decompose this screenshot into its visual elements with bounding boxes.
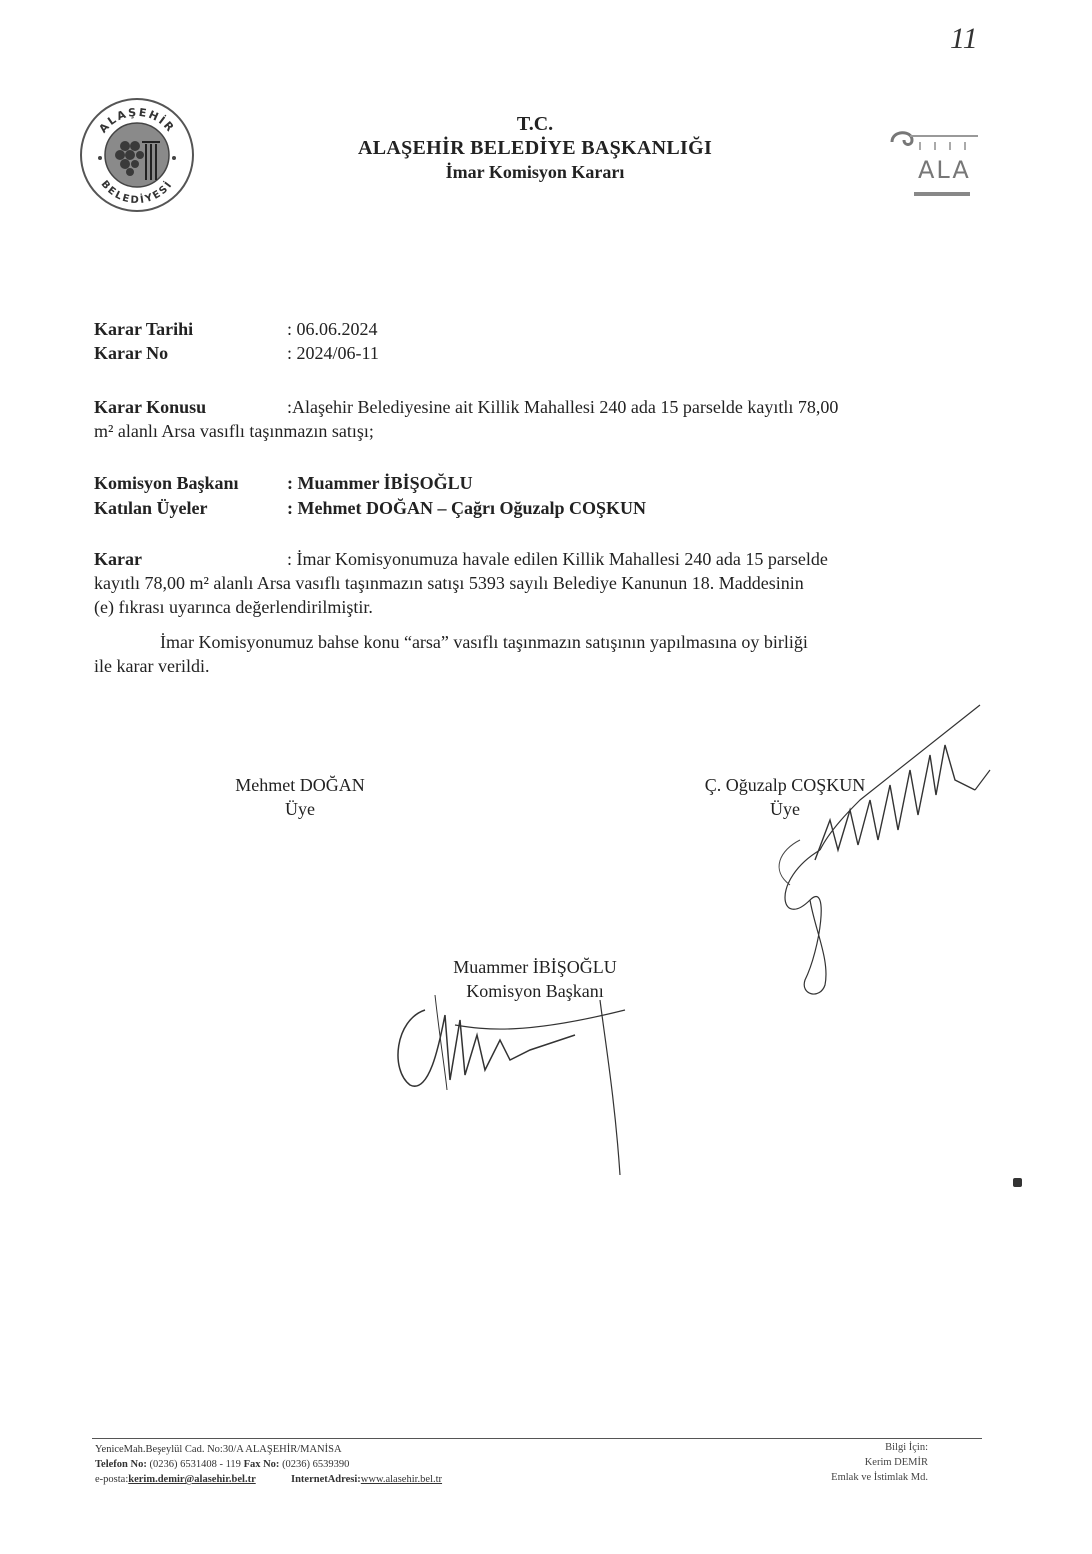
- chair-signature: [385, 980, 645, 1180]
- member-1-role: Üye: [285, 799, 315, 819]
- chair-sign-name: Muammer İBİŞOĞLU: [453, 957, 617, 977]
- header-institution: ALAŞEHİR BELEDİYE BAŞKANLIĞI: [357, 137, 713, 159]
- chair-sign-role: Komisyon Başkanı: [466, 981, 604, 1001]
- footer-address: YeniceMah.Beşeylül Cad. No:30/A ALAŞEHİR/MANİSA: [95, 1444, 342, 1455]
- decision-no-value: : 2024/06-11: [287, 343, 379, 363]
- karar-label: Karar: [94, 549, 142, 569]
- decision-date-value: : 06.06.2024: [287, 319, 378, 339]
- footer-info: [760, 1440, 928, 1485]
- seal-text-bottom: BELEDİYESİ: [98, 178, 176, 207]
- karar-line-3: (e) fıkrası uyarınca değerlendirilmiştir.: [94, 597, 373, 617]
- member-2-signature: [760, 700, 1000, 1020]
- members-value: : Mehmet DOĞAN – Çağrı Oğuzalp COŞKUN: [287, 498, 646, 518]
- member-2-name: Ç. Oğuzalp COŞKUN: [704, 775, 866, 795]
- footer-online-row: [95, 1472, 442, 1487]
- subject-line-2: m² alanlı Arsa vasıflı taşınmazın satışı;: [94, 421, 374, 441]
- member-2-role: Üye: [770, 799, 800, 819]
- email-link[interactable]: kerim.demir@alasehir.bel.tr: [128, 1474, 256, 1485]
- header-tc: T.C.: [516, 113, 554, 135]
- karar-line-5: ile karar verildi.: [94, 656, 210, 676]
- footer-contact: [95, 1442, 442, 1487]
- fax-label: Fax No:: [243, 1459, 280, 1470]
- chair-value: : Muammer İBİŞOĞLU: [287, 473, 473, 493]
- footer-divider: [92, 1438, 982, 1439]
- footer-phone-row: [95, 1457, 442, 1472]
- city-brand-logo: [880, 122, 990, 212]
- document-header: [300, 112, 770, 184]
- subject-label: Karar Konusu: [94, 397, 207, 417]
- municipality-seal-logo: [78, 96, 196, 214]
- phone-value: (0236) 6531408 - 119: [149, 1459, 241, 1470]
- signature-block-member-1: [200, 773, 400, 821]
- phone-label: Telefon No:: [95, 1459, 147, 1470]
- decision-date-label: Karar Tarihi: [94, 319, 194, 339]
- subject-line-1: :Alaşehir Belediyesine ait Killik Mahallesi 240 ada 15 parselde kayıtlı 78,00: [287, 397, 839, 417]
- members-label: Katılan Üyeler: [94, 498, 208, 518]
- brand-text: ALA: [918, 156, 971, 184]
- web-link[interactable]: www.alasehir.bel.tr: [360, 1474, 443, 1485]
- page-number: 11: [950, 22, 978, 55]
- margin-mark: [1013, 1178, 1022, 1187]
- web-label: InternetAdresi:: [290, 1474, 361, 1485]
- seal-graphic: [78, 96, 196, 214]
- brand-graphic: [880, 122, 990, 212]
- email-label: e-posta:: [95, 1474, 129, 1485]
- karar-line-4: İmar Komisyonumuz bahse konu “arsa” vasıflı taşınmazın satışının yapılmasına oy birliği: [160, 632, 808, 652]
- info-label: Bilgi İçin:: [885, 1442, 928, 1453]
- karar-line-2: kayıtlı 78,00 m² alanlı Arsa vasıflı taşınmazın satışı 5393 sayılı Belediye Kanunun 18. Maddesinin: [94, 573, 804, 593]
- info-name: Kerim DEMİR: [864, 1457, 928, 1468]
- decision-no-label: Karar No: [94, 343, 169, 363]
- karar-line-1: : İmar Komisyonumuza havale edilen Killik Mahallesi 240 ada 15 parselde: [287, 549, 828, 569]
- fax-value: (0236) 6539390: [282, 1459, 350, 1470]
- member-1-name: Mehmet DOĞAN: [235, 775, 365, 795]
- seal-text-top: ALAŞEHİR: [96, 105, 178, 136]
- chair-label: Komisyon Başkanı: [94, 473, 239, 493]
- info-dept: Emlak ve İstimlak Md.: [831, 1472, 928, 1483]
- header-doc-type: İmar Komisyon Kararı: [445, 162, 625, 182]
